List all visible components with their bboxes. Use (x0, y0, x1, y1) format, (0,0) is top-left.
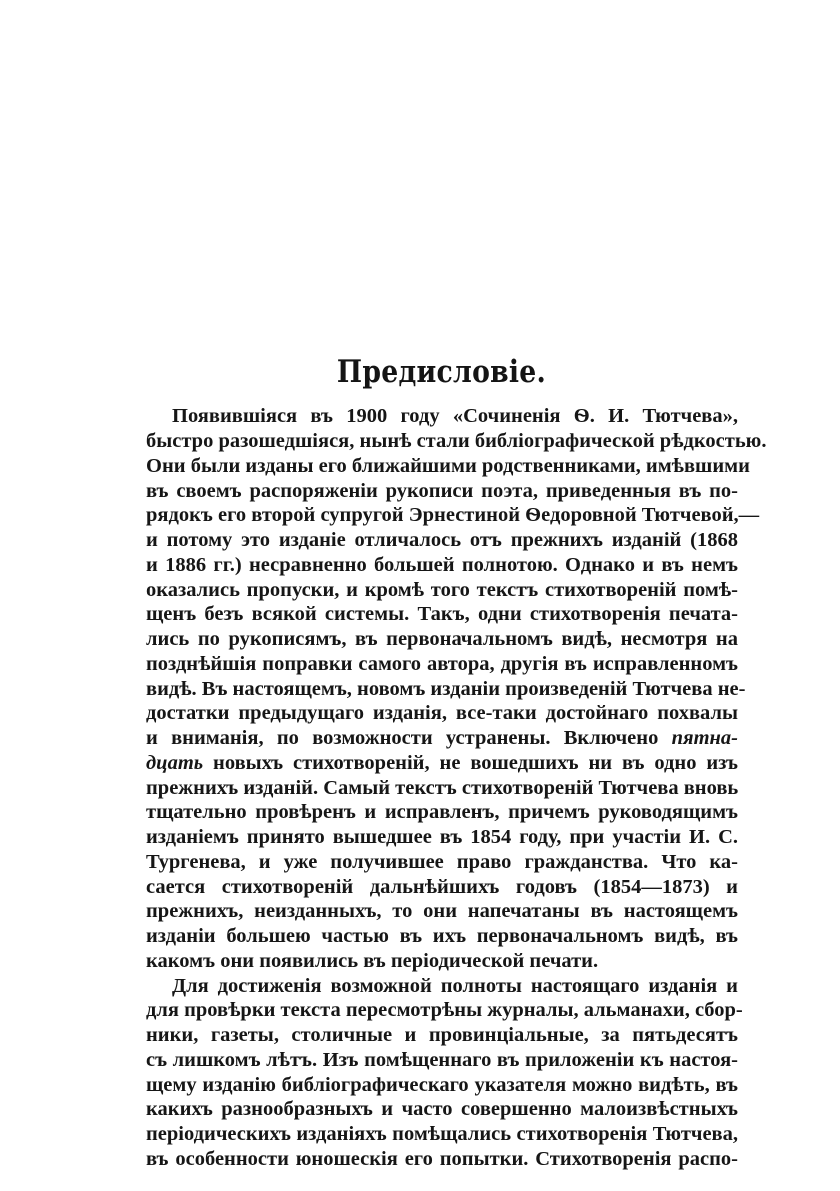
text-line: щенъ безъ всякой системы. Такъ, одни стихотворенія печата- (146, 603, 738, 625)
page-title: Предисловіе. (336, 354, 547, 390)
text-line: достатки предыдущаго изданія, все-таки достойнаго похвалы (146, 702, 738, 724)
text-line (146, 751, 738, 776)
text-line: щему изданію библіографическаго указателя можно видѣть, въ (146, 1074, 738, 1096)
text-line: видѣ. Въ настоящемъ, новомъ изданіи произведеній Тютчева не- (146, 678, 746, 700)
text-line: въ своемъ распоряженіи рукописи поэта, приведенныя въ по- (146, 480, 738, 502)
text-line: позднѣйшія поправки самого автора, другія въ исправленномъ (146, 653, 738, 675)
text-line: съ лишкомъ лѣтъ. Изъ помѣщеннаго въ приложеніи къ настоя- (146, 1049, 738, 1071)
text-line: и потому это изданіе отличалось отъ прежнихъ изданій (1868 (146, 529, 738, 551)
text-line: для провѣрки текста пересмотрѣны журналы, альманахи, сбор- (146, 999, 743, 1021)
text-line: въ особенности юношескія его попытки. Стихотворенія распо- (146, 1148, 738, 1170)
text-line: періодическихъ изданіяхъ помѣщались стихотворенія Тютчева, (146, 1123, 738, 1145)
text-line: лись по рукописямъ, въ первоначальномъ видѣ, несмотря на (146, 628, 738, 650)
text-line (146, 726, 738, 751)
text-line: оказались пропуски, и кромѣ того текстъ стихотвореній помѣ- (146, 579, 738, 601)
text-span: и вниманія, по возможности устранены. Включено (146, 727, 659, 749)
text-line: тщательно провѣренъ и исправленъ, причемъ руководящимъ (146, 801, 738, 823)
text-line: рядокъ его второй супругой Эрнестиной Ѳедоровной Тютчевой,— (146, 504, 760, 526)
text-line: прежнихъ изданій. Самый текстъ стихотвореній Тютчева вновь (146, 777, 739, 799)
text-line: Тургенева, и уже получившее право гражданства. Что ка- (146, 851, 738, 873)
text-line: Они были изданы его ближайшими родственниками, имѣвшими (146, 455, 750, 477)
text-line: сается стихотвореній дальнѣйшихъ годовъ (1854—1873) и (146, 876, 738, 898)
text-line: какомъ они появились въ періодической печати. (146, 950, 599, 972)
text-line: Появившіяся въ 1900 году «Сочиненія Ѳ. И. Тютчева», (172, 405, 738, 427)
text-line: и 1886 гг.) несравненно большей полнотою. Однако и въ немъ (146, 554, 738, 576)
italic-word: дцать (146, 752, 204, 774)
text-line: быстро разошедшіяся, нынѣ стали библіографической рѣдкостью. (146, 430, 767, 452)
text-line: какихъ разнообразныхъ и часто совершенно малоизвѣстныхъ (146, 1098, 738, 1120)
italic-word: пятна- (671, 727, 739, 749)
text-line: ники, газеты, столичные и провинціальные, за пятьдесятъ (146, 1024, 738, 1046)
text-line: изданіемъ принято вышедшее въ 1854 году, при участіи И. С. (146, 826, 738, 848)
text-line: прежнихъ, неизданныхъ, то они напечатаны въ настоящемъ (146, 900, 738, 922)
text-line: изданіи большею частью въ ихъ первоначальномъ видѣ, въ (146, 925, 738, 947)
text-line: Для достиженія возможной полноты настоящаго изданія и (172, 975, 738, 997)
text-span: новыхъ стихотвореній, не вошедшихъ ни въ одно изъ (213, 752, 739, 774)
